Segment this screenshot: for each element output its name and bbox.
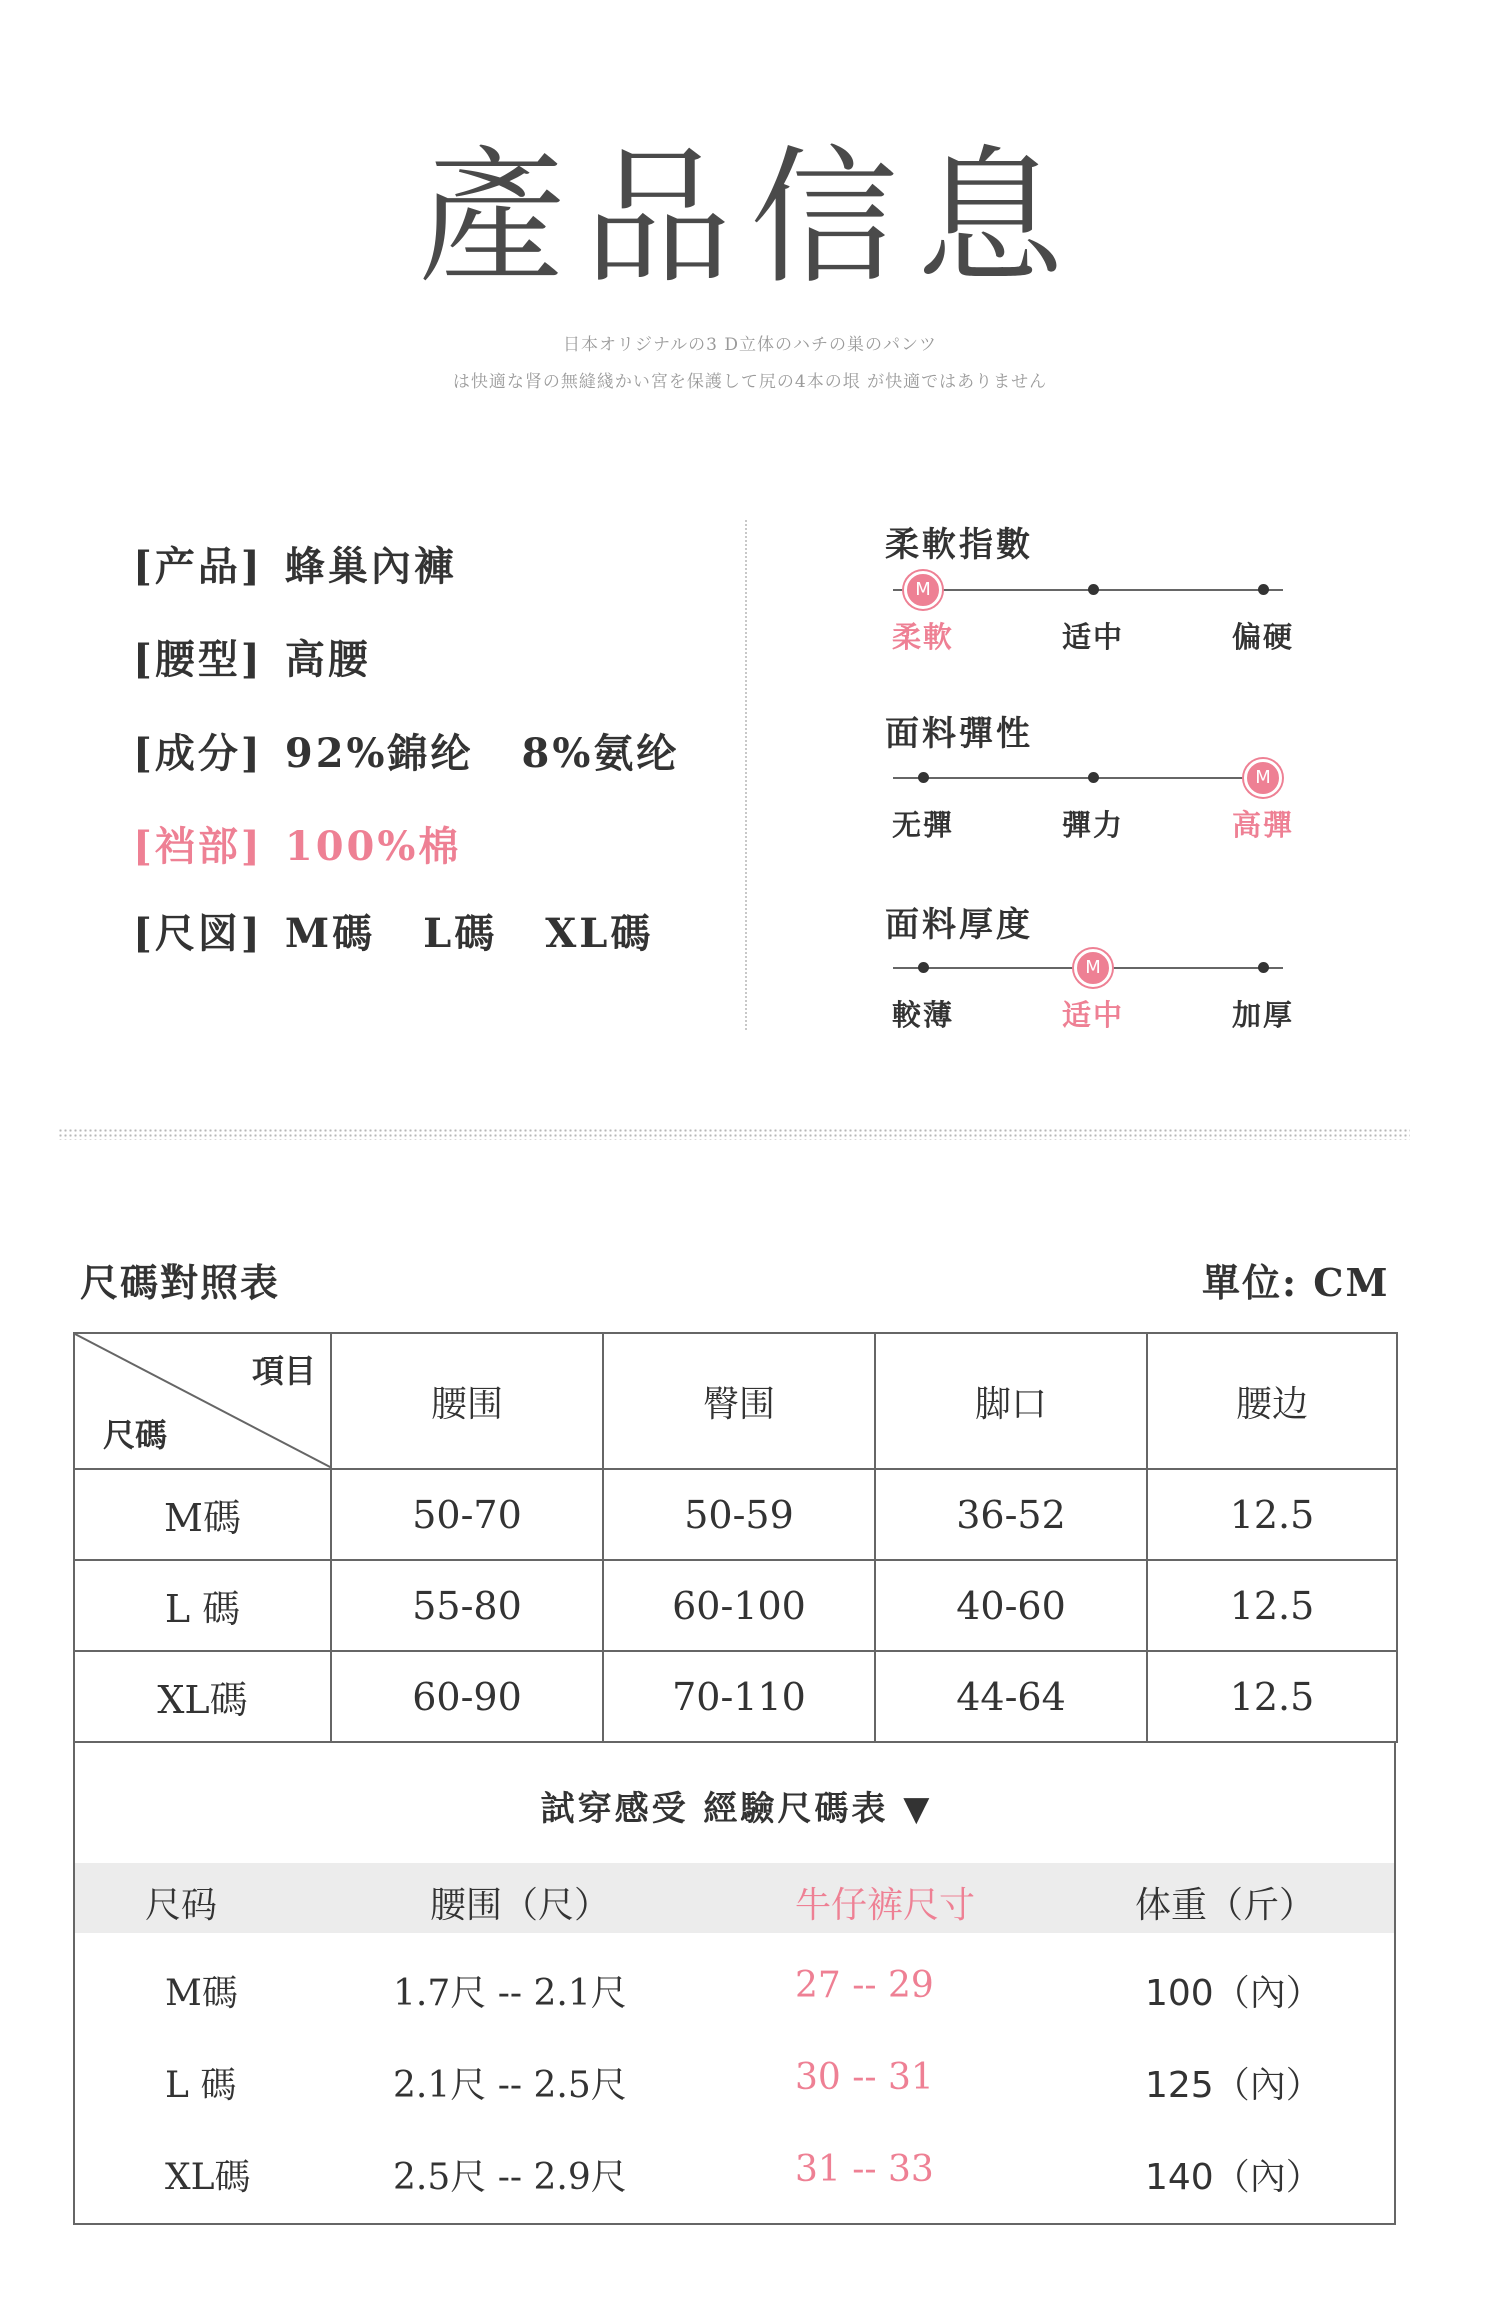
selected-marker: M — [904, 571, 942, 609]
scale-dot — [918, 772, 929, 783]
exp-waist-cell: 1.7尺 -- 2.1尺 — [393, 1973, 627, 2014]
value-cell: 55-80 — [331, 1560, 603, 1651]
vertical-divider — [745, 520, 747, 1030]
scale-label: 加厚 — [1231, 998, 1294, 1032]
column-header: 腰围 — [331, 1333, 603, 1469]
exp-header-jeans: 牛仔裤尺寸 — [795, 1885, 976, 1926]
experience-table — [73, 1743, 1396, 2225]
subtitle-line-2: は快適な肾の無縫綫かい宮を保護して尻の4本の垠 が快適ではありません — [452, 372, 1048, 392]
scale-label: 适中 — [1061, 998, 1124, 1032]
exp-weight-cell: 140（內） — [1145, 2157, 1322, 2198]
selected-marker: M — [1074, 949, 1112, 987]
material-value-2: 8%氨纶 — [521, 730, 680, 777]
scale-label: 較薄 — [891, 998, 954, 1032]
exp-header-size: 尺码 — [145, 1885, 218, 1926]
scale-dot — [918, 962, 929, 973]
size-value-2: L碼 — [423, 910, 498, 957]
waist-type-label: [腰型] — [133, 636, 263, 683]
dotted-divider — [58, 1128, 1410, 1140]
selected-marker: M — [1244, 759, 1282, 797]
material-row — [133, 722, 679, 779]
experience-header-band — [75, 1863, 1394, 1933]
value-cell: 44-64 — [875, 1651, 1147, 1742]
crotch-row — [133, 815, 461, 872]
waist-type-value: 高腰 — [284, 636, 371, 683]
exp-weight-cell: 125（內） — [1145, 2065, 1322, 2106]
unit-label: 單位: CM — [1202, 1260, 1390, 1305]
scale-label: 高彈 — [1231, 808, 1294, 842]
size-value-1: M碼 — [284, 910, 376, 957]
waist-type-row — [133, 628, 371, 685]
exp-header-waist: 腰围（尺） — [430, 1885, 611, 1926]
size-chart-title: 尺碼對照表 — [80, 1260, 281, 1305]
size-row — [133, 902, 653, 959]
corner-bottom-label: 尺碼 — [103, 1416, 168, 1454]
value-cell: 50-59 — [603, 1469, 875, 1560]
exp-jeans-cell: 27 -- 29 — [795, 1965, 934, 2006]
exp-header-weight: 体重（斤） — [1135, 1885, 1316, 1926]
size-cell: XL碼 — [74, 1651, 331, 1742]
exp-waist-cell: 2.5尺 -- 2.9尺 — [393, 2157, 627, 2198]
size-cell: M碼 — [74, 1469, 331, 1560]
elasticity-title: 面料彈性 — [885, 714, 1033, 754]
thickness-title: 面料厚度 — [885, 905, 1033, 945]
scale-label: 柔軟 — [891, 620, 954, 654]
value-cell: 40-60 — [875, 1560, 1147, 1651]
value-cell: 70-110 — [603, 1651, 875, 1742]
column-header: 腰边 — [1147, 1333, 1397, 1469]
exp-size-cell: XL碼 — [165, 2157, 251, 2198]
subtitle-line-1: 日本オリジナルの3 D立体のハチの巣のパンツ — [563, 335, 937, 355]
table-row — [74, 1651, 1397, 1742]
exp-jeans-cell: 30 -- 31 — [795, 2057, 934, 2098]
scale-label: 偏硬 — [1231, 620, 1294, 654]
size-label: [尺図] — [133, 910, 263, 957]
page-title: 產品信息 — [418, 132, 1082, 304]
scale-dot — [1258, 584, 1269, 595]
exp-weight-cell: 100（內） — [1145, 1973, 1322, 2014]
size-table-header — [74, 1333, 1397, 1469]
scale-dot — [1258, 962, 1269, 973]
exp-size-cell: M碼 — [165, 1973, 238, 2014]
material-value-1: 92%錦纶 — [284, 730, 474, 777]
product-name-row — [133, 535, 457, 592]
table-row — [74, 1469, 1397, 1560]
size-value-3: XL碼 — [545, 910, 654, 957]
experience-title: 試穿感受 經驗尺碼表 ▼ — [540, 1789, 933, 1829]
value-cell: 60-90 — [331, 1651, 603, 1742]
size-table — [73, 1332, 1396, 1743]
exp-size-cell: L 碼 — [165, 2065, 237, 2106]
scale-dot — [1088, 584, 1099, 595]
softness-title: 柔軟指數 — [885, 525, 1033, 565]
crotch-label: [裆部] — [133, 823, 263, 870]
exp-jeans-cell: 31 -- 33 — [795, 2149, 934, 2190]
exp-waist-cell: 2.1尺 -- 2.5尺 — [393, 2065, 627, 2106]
value-cell: 12.5 — [1147, 1651, 1397, 1742]
corner-top-label: 項目 — [251, 1352, 316, 1390]
size-cell: L 碼 — [74, 1560, 331, 1651]
product-name-label: [产品] — [133, 543, 263, 590]
table-row — [74, 1560, 1397, 1651]
value-cell: 50-70 — [331, 1469, 603, 1560]
column-header: 脚口 — [875, 1333, 1147, 1469]
value-cell: 12.5 — [1147, 1469, 1397, 1560]
scale-dot — [1088, 772, 1099, 783]
column-header: 臀围 — [603, 1333, 875, 1469]
value-cell: 60-100 — [603, 1560, 875, 1651]
corner-cell — [74, 1333, 331, 1469]
scale-label: 适中 — [1061, 620, 1124, 654]
material-label: [成分] — [133, 730, 263, 777]
product-name-value: 蜂巢內褲 — [284, 543, 457, 590]
value-cell: 12.5 — [1147, 1560, 1397, 1651]
value-cell: 36-52 — [875, 1469, 1147, 1560]
scale-label: 彈力 — [1061, 808, 1124, 842]
scale-label: 无彈 — [891, 808, 954, 842]
crotch-value: 100%棉 — [284, 823, 462, 870]
